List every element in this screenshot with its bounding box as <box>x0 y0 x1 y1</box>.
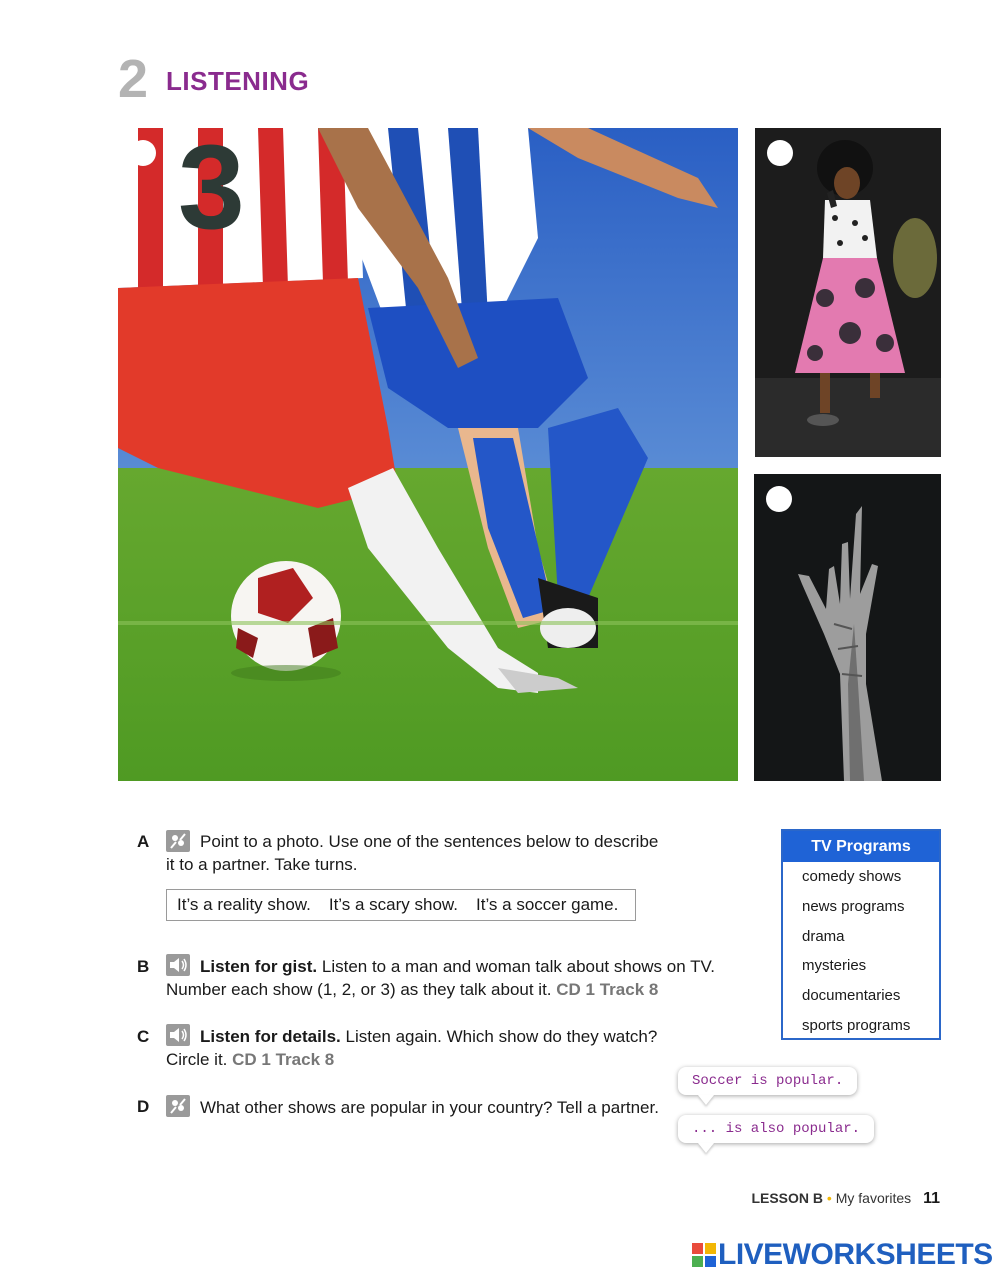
page-footer <box>751 1190 940 1208</box>
activity-d-line1: What other shows are popular in your country? Tell a partner. <box>200 1098 659 1117</box>
sentence-reality: It’s a reality show. <box>177 895 311 914</box>
section-number: 2 <box>118 49 149 109</box>
speech-bubble-tail <box>698 1095 714 1105</box>
activity-c-letter: C <box>137 1027 150 1046</box>
liveworksheets-text: LIVEWORKSHEETS <box>718 1238 993 1271</box>
singer-photo <box>755 128 941 457</box>
activity-a-line2: it to a partner. Take turns. <box>166 855 358 874</box>
activity-c-text: Listen again. Which show do they watch? <box>345 1027 658 1046</box>
speech-bubble-tail <box>698 1143 714 1153</box>
photo-select-dot[interactable] <box>767 140 793 166</box>
activity-c-line1 <box>200 1025 657 1048</box>
activity-b-letter: B <box>137 957 150 976</box>
liveworksheets-logo[interactable] <box>692 1240 993 1270</box>
page-number: 11 <box>923 1190 940 1207</box>
activity-a-letter: A <box>137 832 150 851</box>
tv-program-item: mysteries <box>802 957 867 975</box>
pair-work-icon <box>166 830 190 852</box>
footer-topic: My favorites <box>835 1190 912 1206</box>
photo-select-dot[interactable] <box>766 486 792 512</box>
footer-bullet-icon: • <box>826 1190 832 1206</box>
singer-illustration <box>755 128 941 457</box>
audio-icon[interactable] <box>166 1024 190 1046</box>
activity-b-text2: Number each show (1, 2, or 3) as they talk about it. <box>166 980 552 999</box>
activity-c-text2: Circle it. <box>166 1050 228 1069</box>
zombie-hand-illustration <box>754 474 941 781</box>
pair-work-icon <box>166 1095 190 1117</box>
activity-c-bold: Listen for details. <box>200 1027 341 1046</box>
photo-select-dot[interactable] <box>130 140 156 166</box>
sentence-box <box>166 889 636 921</box>
activity-d-letter: D <box>137 1097 150 1116</box>
tv-program-item: comedy shows <box>802 868 902 885</box>
activity-c-cd: CD 1 Track 8 <box>232 1050 335 1069</box>
activity-a-line1: Point to a photo. Use one of the sentences below to describe <box>200 832 659 851</box>
activity-b-bold: Listen for gist. <box>200 957 318 976</box>
activity-b-text: Listen to a man and woman talk about shows on TV. <box>321 957 715 976</box>
section-title: LISTENING <box>166 66 310 96</box>
activity-b-line1 <box>200 955 715 978</box>
soccer-illustration <box>118 128 738 781</box>
zombie-hand-photo <box>754 474 941 781</box>
tv-program-item: documentaries <box>802 987 901 1005</box>
tv-program-item: drama <box>802 927 845 945</box>
tv-program-item: sports programs <box>802 1016 911 1034</box>
speech-bubble: ... is also popular. <box>678 1115 874 1143</box>
liveworksheets-icon <box>692 1243 716 1267</box>
sentence-scary: It’s a scary show. <box>328 895 458 914</box>
footer-lesson: LESSON B <box>751 1190 824 1206</box>
svg-text:3: 3 <box>178 128 245 254</box>
sentence-soccer: It’s a soccer game. <box>476 895 619 914</box>
speech-bubble: Soccer is popular. <box>678 1067 857 1095</box>
activity-b-cd: CD 1 Track 8 <box>556 980 659 999</box>
tv-programs-box <box>781 829 941 1040</box>
activity-c-line2 <box>166 1048 334 1071</box>
audio-icon[interactable] <box>166 954 190 976</box>
tv-programs-title: TV Programs <box>783 831 939 862</box>
soccer-photo <box>118 128 738 781</box>
activity-b-line2 <box>166 978 658 1001</box>
tv-program-item: news programs <box>802 897 905 915</box>
